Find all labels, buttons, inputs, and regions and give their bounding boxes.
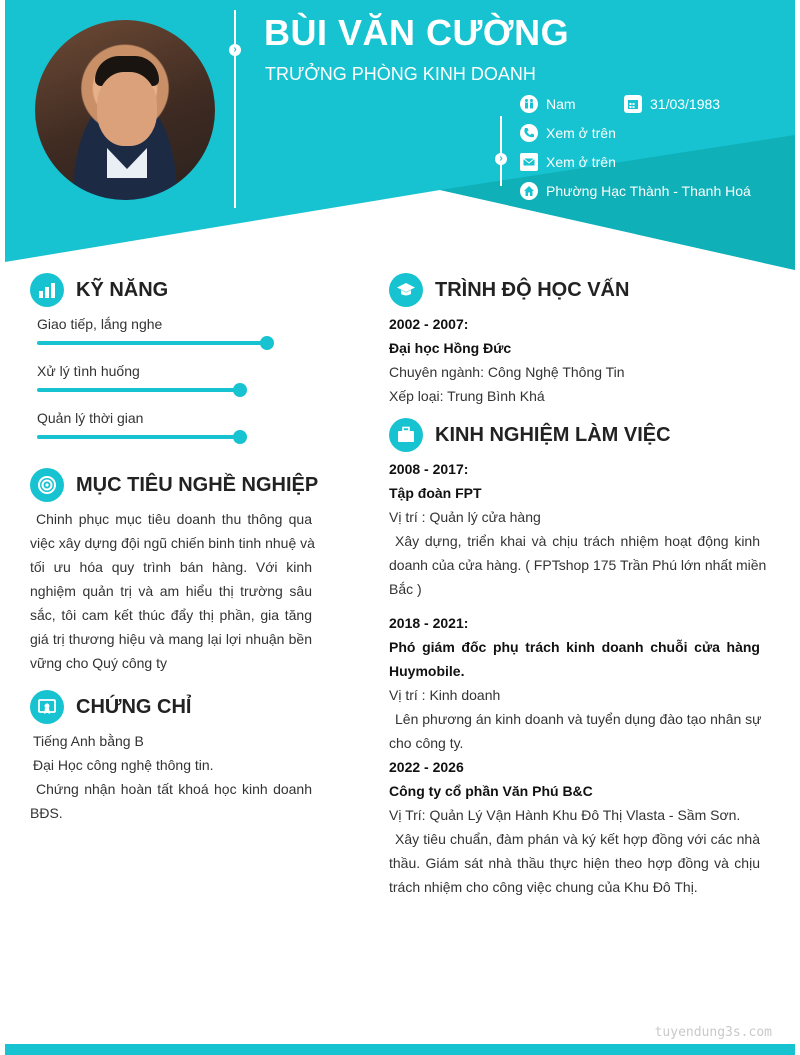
header-divider (234, 10, 236, 208)
footer-bar (5, 1044, 795, 1055)
certificate-item: Tiếng Anh bằng B (33, 733, 144, 749)
job-description-line: doanh của cửa hàng. ( FPTshop 175 Trần Phú lớn nhất miền (389, 557, 767, 573)
certificate-item: BĐS. (30, 805, 63, 821)
certificates-title: CHỨNG CHỈ (76, 695, 192, 718)
skill-level-handle (233, 430, 247, 444)
objective-text-line: giá trị thương hiệu và mang lại lợi nhuận bền (30, 631, 312, 647)
address-value: Phường Hạc Thành - Thanh Hoá (546, 183, 751, 199)
education-section-header (389, 273, 629, 307)
email-value: Xem ở trên (546, 154, 616, 170)
certificate-icon (30, 690, 64, 724)
education-major: Chuyên ngành: Công Nghệ Thông Tin (389, 364, 625, 380)
objective-text-line: vững cho Quý công ty (30, 655, 167, 671)
objective-text-line: nghiệm quản trị và am hiểu thị trường sâu (30, 583, 312, 599)
skill-level-handle (260, 336, 274, 350)
job-description-line: Xây dựng, triển khai và chịu trách nhiệm hoạt động kinh (395, 533, 760, 549)
bar-chart-icon (30, 273, 64, 307)
address-info (520, 182, 751, 200)
job-period: 2022 - 2026 (389, 759, 464, 775)
home-icon (520, 182, 538, 200)
job-period: 2018 - 2021: (389, 615, 469, 631)
skill-bar (37, 341, 267, 345)
job-description-line: Lên phương án kinh doanh và tuyển dụng đào tạo nhân sự (395, 711, 762, 727)
skills-section-header (30, 273, 168, 307)
chevron-right-icon: › (229, 44, 241, 56)
experience-section-header (389, 418, 671, 452)
contact-divider (500, 116, 502, 186)
birthdate-value: 31/03/1983 (650, 96, 721, 112)
objective-text-line: việc xây dựng đội ngũ chiến binh tinh nhuệ và (30, 535, 315, 551)
education-school: Đại học Hồng Đức (389, 340, 512, 356)
gender-value: Nam (546, 96, 576, 112)
job-company: Công ty cổ phần Văn Phú B&C (389, 783, 593, 799)
job-description-line: Bắc ) (389, 581, 422, 597)
job-position: Vị trí : Kinh doanh (389, 687, 501, 703)
skill-bar (37, 435, 240, 439)
job-company: Tập đoàn FPT (389, 485, 482, 501)
briefcase-icon (389, 418, 423, 452)
target-icon (30, 468, 64, 502)
job-period: 2008 - 2017: (389, 461, 469, 477)
mail-icon (520, 153, 538, 171)
job-company: Phó giám đốc phụ trách kinh doanh chuỗi cửa hàng (389, 639, 760, 655)
education-period: 2002 - 2007: (389, 316, 469, 332)
candidate-title: TRƯỞNG PHÒNG KINH DOANH (265, 64, 536, 84)
job-company: Huymobile. (389, 663, 465, 679)
phone-value: Xem ở trên (546, 125, 616, 141)
skill-label: Xử lý tình huống (37, 363, 140, 379)
objective-text-line: Chinh phục mục tiêu doanh thu thông qua (36, 511, 312, 527)
skill-label: Giao tiếp, lắng nghe (37, 316, 163, 332)
certificate-item: Đại Học công nghệ thông tin. (33, 757, 214, 773)
job-position: Vị trí : Quản lý cửa hàng (389, 509, 541, 525)
profile-photo (35, 20, 215, 200)
chevron-right-icon: › (495, 153, 507, 165)
experience-title: KINH NGHIỆM LÀM VIỆC (435, 423, 671, 446)
gender-icon (520, 95, 538, 113)
certificate-item: Chứng nhận hoàn tất khoá học kinh doanh (36, 781, 312, 797)
job-description-line: trách nhiệm cho công việc chung của Khu Đô Thị. (389, 879, 698, 895)
candidate-name: BÙI VĂN CƯỜNG (264, 12, 570, 53)
phone-icon (520, 124, 538, 142)
phone-info (520, 124, 616, 142)
birthdate-info (624, 95, 720, 113)
job-position: Vị Trí: Quản Lý Vận Hành Khu Đô Thị Vlasta - Sầm Sơn. (389, 807, 741, 823)
education-rank: Xếp loại: Trung Bình Khá (389, 388, 545, 404)
calendar-icon (624, 95, 642, 113)
objective-section-header (30, 468, 318, 502)
job-description-line: cho công ty. (389, 735, 464, 751)
objective-title: MỤC TIÊU NGHỀ NGHIỆP (76, 473, 319, 496)
skill-label: Quản lý thời gian (37, 410, 144, 426)
watermark-text: tuyendung3s.com (654, 1025, 772, 1040)
objective-text-line: tối ưu hóa quy trình bán hàng. Với kinh (30, 559, 312, 575)
email-info (520, 153, 616, 171)
gender-info (520, 95, 576, 113)
skill-level-handle (233, 383, 247, 397)
graduation-cap-icon (389, 273, 423, 307)
objective-text-line: sắc, tôi cam kết thúc đẩy thị phần, gia tăng (30, 607, 312, 623)
education-title: TRÌNH ĐỘ HỌC VẤN (435, 278, 630, 301)
job-description-line: thầu. Giám sát nhà thầu thực hiện theo hợp đồng và chịu (389, 855, 760, 871)
certificates-section-header (30, 690, 191, 724)
skill-bar (37, 388, 240, 392)
skills-title: KỸ NĂNG (76, 278, 169, 301)
job-description-line: Xây tiêu chuẩn, đàm phán và ký kết hợp đồng với các nhà (395, 831, 760, 847)
